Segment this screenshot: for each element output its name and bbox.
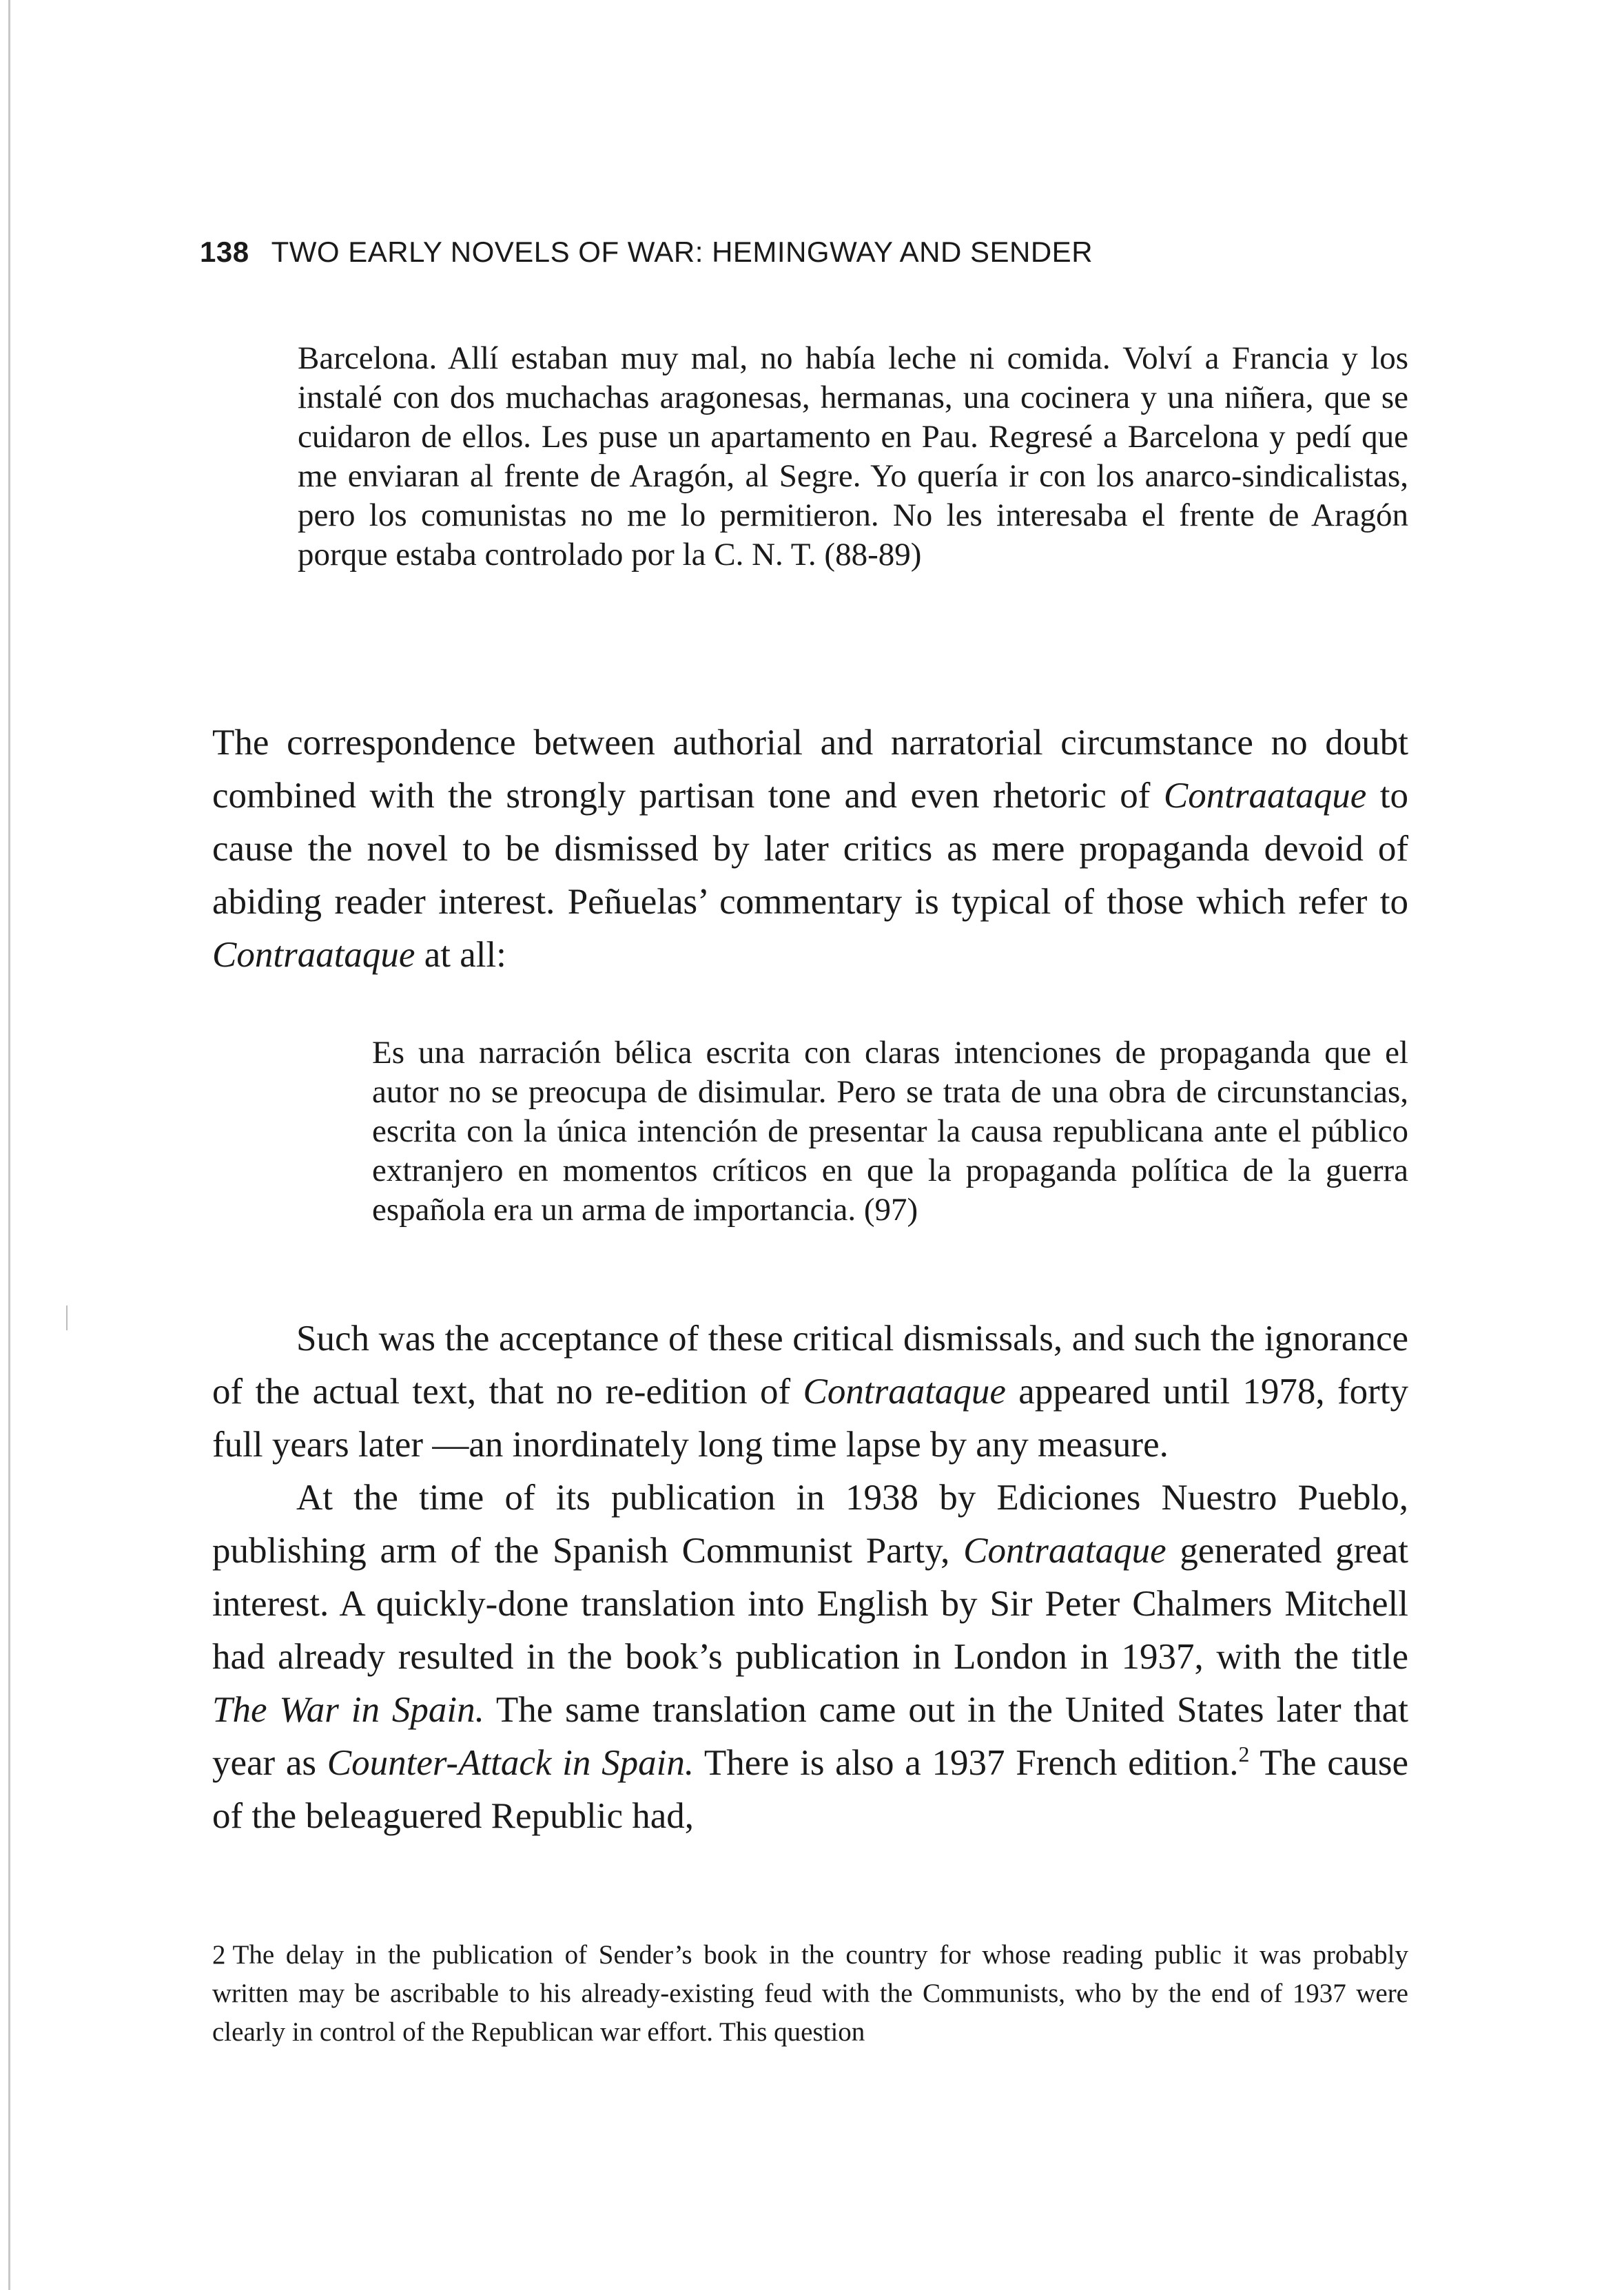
body-paragraph-1: [212, 716, 1408, 982]
footnote: [212, 1936, 1408, 2052]
text-run: generated great interest. A quickly-done translation into English by Sir Peter Chalmers Mitchell had already resulted in the book’s publication in London in 1937, with the title: [212, 1531, 1408, 1677]
block-quote-spanish-1: [298, 339, 1408, 575]
text-run: at all:: [415, 935, 506, 975]
footnote-body: The delay in the publication of Sender’s book in the country for whose reading public it was probably written may be ascribable to his already-existing feud with the Communists, who by the end of 1937 were clearly in control of the Republican war effort. This question: [212, 1940, 1408, 2047]
italic-title: Contraataque: [1163, 776, 1367, 816]
text-run: The cause of the beleaguered Republic had,: [212, 1743, 1408, 1836]
text-run: There is also a 1937 French edition.: [694, 1743, 1239, 1783]
italic-title: Contraataque: [212, 935, 415, 975]
footnote-text: [212, 1936, 1408, 2052]
italic-title: The War in Spain.: [212, 1690, 484, 1730]
italic-title: Counter-Attack in Spain.: [327, 1743, 695, 1783]
paragraph-text: [212, 716, 1408, 982]
italic-title: Contraataque: [803, 1372, 1006, 1412]
body-paragraph-3: [212, 1472, 1408, 1843]
body-section: [212, 1312, 1408, 1843]
text-run: appeared until 1978, forty full years later —an inordinately long time lapse by any measure.: [212, 1372, 1408, 1465]
footnote-number: 2: [212, 1940, 226, 1970]
page-number: 138: [200, 236, 249, 268]
text-run: At the time of its publication in 1938 by Ediciones Nuestro Pueblo, publishing arm of the Spanish Communist Party,: [212, 1478, 1408, 1571]
block-quote-text: Es una narración bélica escrita con claras intenciones de propaganda que el autor no se preocupa de disimular. Pero se trata de una obra de circunstancias, escrita con la única intención de presentar la causa republicana ante el público extranjero en momentos críticos en que la propaganda política de la guerra española era un arma de importancia. (97): [372, 1035, 1408, 1228]
footnote-reference[interactable]: 2: [1238, 1742, 1250, 1766]
running-head-title: TWO EARLY NOVELS OF WAR: HEMINGWAY AND SENDER: [271, 236, 1093, 268]
block-quote-spanish-2: [372, 1033, 1408, 1230]
body-paragraph-2: [212, 1312, 1408, 1472]
text-run: to cause the novel to be dismissed by later critics as mere propaganda devoid of abiding reader interest. Peñuelas’ commentary is typical of those which refer to: [212, 776, 1408, 922]
text-run: Such was the acceptance of these critical dismissals, and such the ignorance of the actual text, that no re-edition of: [212, 1319, 1408, 1412]
text-run: The correspondence between authorial and narratorial circumstance no doubt combined with the strongly partisan tone and even rhetoric of: [212, 723, 1408, 816]
running-head: [200, 234, 1412, 270]
text-run: The same translation came out in the United States later that year as: [212, 1690, 1408, 1783]
italic-title: Contraataque: [963, 1531, 1166, 1571]
block-quote-text: Barcelona. Allí estaban muy mal, no había leche ni comida. Volví a Francia y los instalé con dos muchachas aragonesas, hermanas, una cocinera y una niñera, que se cuidaron de ellos. Les puse un apartamento en Pau. Regresé a Barcelona y pedí que me enviaran al frente de Aragón, al Segre. Yo quería ir con los anarco-sindicalistas, pero los comunistas no me lo permitieron. No les interesaba el frente de Aragón porque estaba controlado por la C. N. T. (88-89): [298, 340, 1408, 572]
